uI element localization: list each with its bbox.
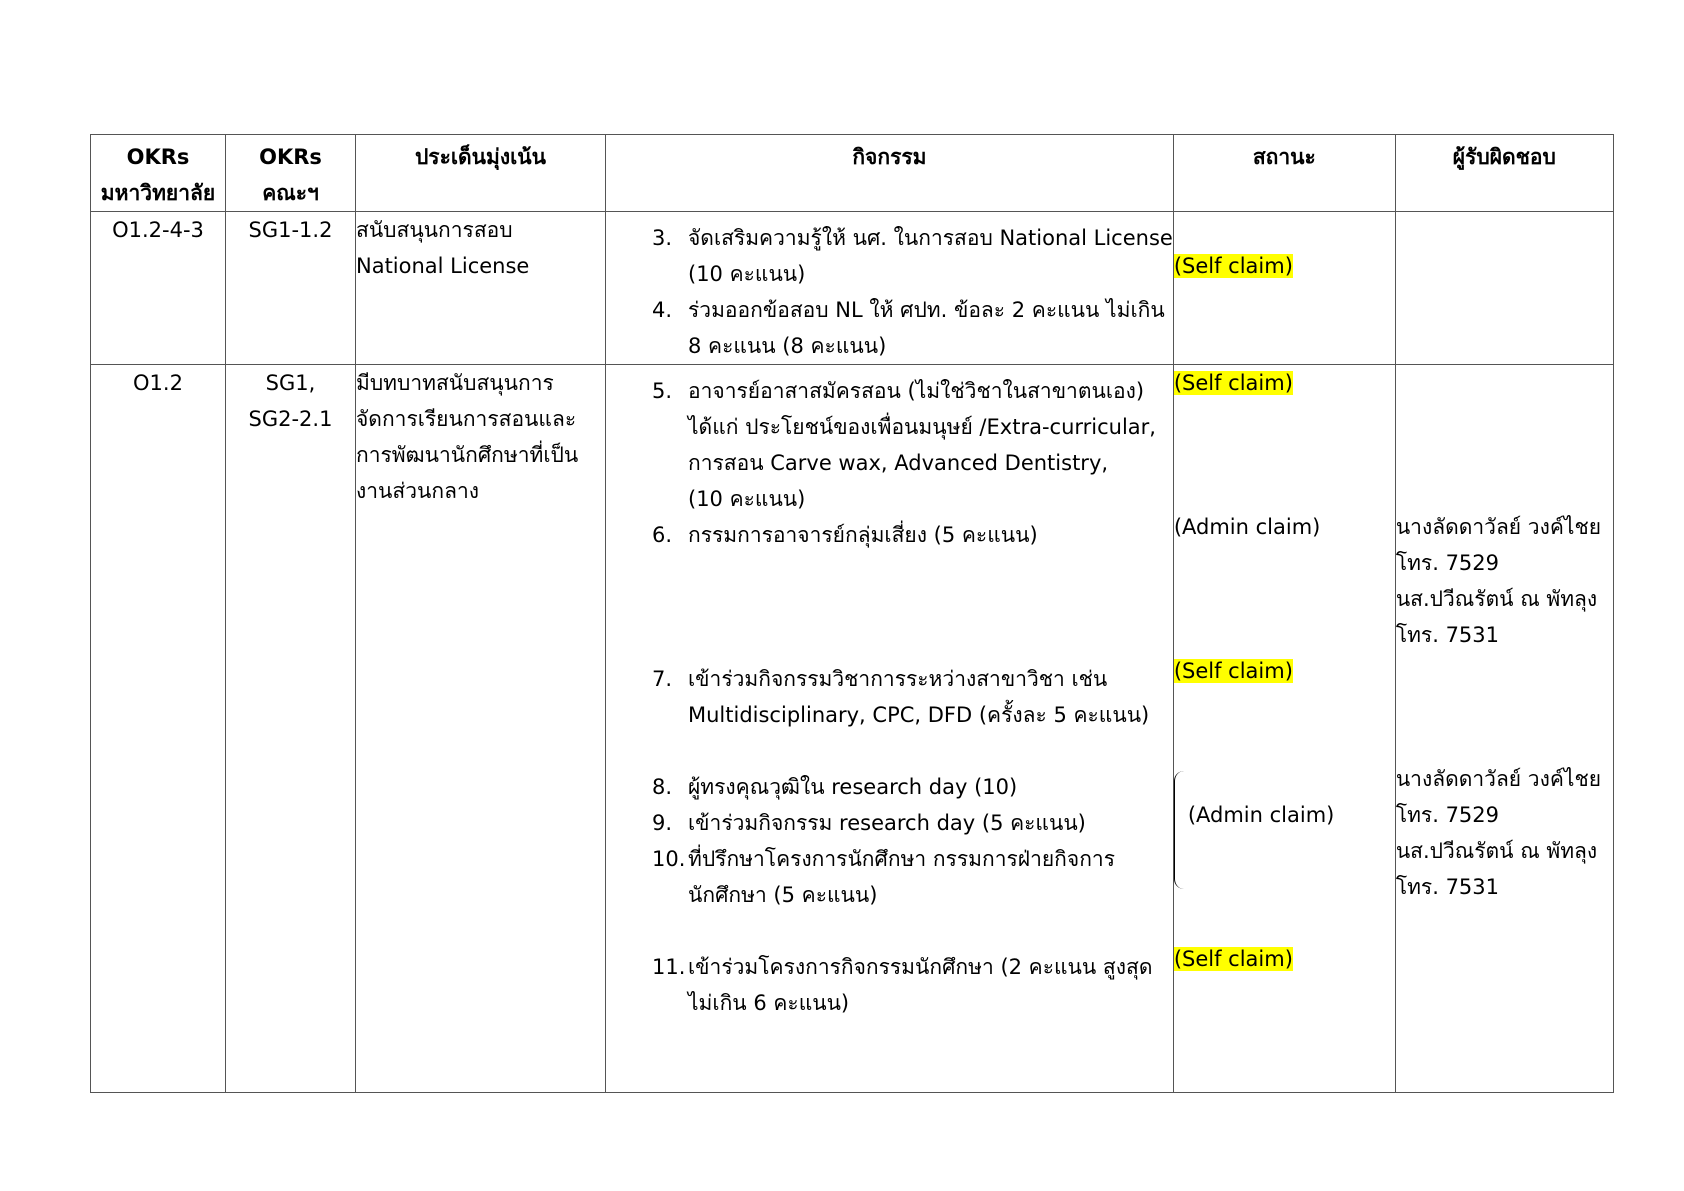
row2-fac-okr-line: SG1, xyxy=(265,371,316,395)
activity-line: 8 คะแนน (8 คะแนน) xyxy=(688,334,887,358)
row1-univ-okr xyxy=(91,212,226,365)
activity-number: 3. xyxy=(652,226,673,250)
activity-item-7 xyxy=(606,661,1173,733)
activity-number: 6. xyxy=(652,523,673,547)
row1-focus-line: National License xyxy=(356,254,530,278)
header-fac-okr xyxy=(226,135,356,212)
row2-responsible xyxy=(1395,365,1613,1093)
status-admin-claim: (Admin claim) xyxy=(1187,803,1335,827)
row1-responsible xyxy=(1395,212,1613,365)
activity-line: ไม่เกิน 6 คะแนน) xyxy=(688,991,850,1015)
activity-number: 8. xyxy=(652,775,673,799)
activity-line: การสอน Carve wax, Advanced Dentistry, xyxy=(688,451,1109,475)
status-self-claim: (Self claim) xyxy=(1173,371,1293,395)
status-admin-claim: (Admin claim) xyxy=(1173,515,1321,539)
responsible-line: นส.ปวีณรัตน์ ณ พัทลุง xyxy=(1395,839,1598,863)
responsible-block-a xyxy=(1396,509,1613,653)
status-line xyxy=(1174,365,1395,401)
table-row xyxy=(91,212,1614,365)
activity-number: 11. xyxy=(652,955,686,979)
activity-line: เข้าร่วมกิจกรรม research day (5 คะแนน) xyxy=(688,811,1086,835)
header-activity: กิจกรรม xyxy=(606,135,1174,212)
row2-univ-okr xyxy=(91,365,226,1093)
activity-number: 10. xyxy=(652,847,686,871)
activity-line: เข้าร่วมโครงการกิจกรรมนักศึกษา (2 คะแนน สูงสุด xyxy=(688,955,1153,979)
activity-line: จัดเสริมความรู้ให้ นศ. ในการสอบ National License xyxy=(688,226,1173,250)
status-line xyxy=(1174,653,1395,689)
header-status: สถานะ xyxy=(1173,135,1395,212)
row1-focus xyxy=(356,212,606,365)
activity-item-3 xyxy=(606,220,1173,292)
responsible-line: โทร. 7529 xyxy=(1395,803,1500,827)
activity-number: 9. xyxy=(652,811,673,835)
responsible-line: โทร. 7531 xyxy=(1395,623,1500,647)
row1-univ-okr-text: O1.2-4-3 xyxy=(112,218,204,242)
activity-item-10 xyxy=(606,841,1173,913)
activity-item-5 xyxy=(606,373,1173,517)
activity-number: 7. xyxy=(652,667,673,691)
header-fac-okr-line1: OKRs xyxy=(259,145,322,169)
activity-number: 4. xyxy=(652,298,673,322)
activity-line: ผู้ทรงคุณวุฒิใน research day (10) xyxy=(688,775,1018,799)
activity-number: 5. xyxy=(652,379,673,403)
okr-table xyxy=(90,134,1614,1093)
brace-icon xyxy=(1174,771,1185,889)
header-row xyxy=(91,135,1614,212)
row2-focus-line: การพัฒนานักศึกษาที่เป็น xyxy=(356,443,579,467)
activity-line: (10 คะแนน) xyxy=(688,262,806,286)
activity-line: อาจารย์อาสาสมัครสอน (ไม่ใช่วิชาในสาขาตนเอง) xyxy=(688,379,1145,403)
responsible-line: นางลัดดาวัลย์ วงค์ไชย xyxy=(1395,767,1602,791)
header-univ-okr xyxy=(91,135,226,212)
row2-activities xyxy=(606,365,1174,1093)
activity-item-6 xyxy=(606,517,1173,553)
activity-line: ร่วมออกข้อสอบ NL ให้ ศปท. ข้อละ 2 คะแนน ไม่เกิน xyxy=(688,298,1165,322)
row2-focus xyxy=(356,365,606,1093)
row2-fac-okr-line: SG2-2.1 xyxy=(248,407,333,431)
activity-line: นักศึกษา (5 คะแนน) xyxy=(688,883,878,907)
header-focus: ประเด็นมุ่งเน้น xyxy=(356,135,606,212)
status-self-claim: (Self claim) xyxy=(1173,254,1293,278)
row1-fac-okr xyxy=(226,212,356,365)
row1-fac-okr-text: SG1-1.2 xyxy=(248,218,333,242)
activity-line: ได้แก่ ประโยชน์ของเพื่อนมนุษย์ /Extra-curricular, xyxy=(688,415,1156,439)
activity-line: Multidisciplinary, CPC, DFD (ครั้งละ 5 คะแนน) xyxy=(688,703,1150,727)
responsible-line: โทร. 7529 xyxy=(1395,551,1500,575)
row2-univ-okr-text: O1.2 xyxy=(133,371,183,395)
status-line xyxy=(1174,248,1395,284)
activity-line: กรรมการอาจารย์กลุ่มเสี่ยง (5 คะแนน) xyxy=(688,523,1038,547)
status-self-claim: (Self claim) xyxy=(1173,947,1293,971)
header-fac-okr-line2: คณะฯ xyxy=(262,181,319,205)
row1-focus-line: สนับสนุนการสอบ xyxy=(356,218,513,242)
activity-item-8 xyxy=(606,769,1173,805)
header-univ-okr-line2: มหาวิทยาลัย xyxy=(100,181,216,205)
responsible-line: นางลัดดาวัลย์ วงค์ไชย xyxy=(1395,515,1602,539)
row1-status xyxy=(1173,212,1395,365)
activity-line: (10 คะแนน) xyxy=(688,487,806,511)
header-responsible: ผู้รับผิดชอบ xyxy=(1395,135,1613,212)
responsible-block-b xyxy=(1396,761,1613,905)
activity-line: เข้าร่วมกิจกรรมวิชาการระหว่างสาขาวิชา เช่น xyxy=(688,667,1108,691)
header-univ-okr-line1: OKRs xyxy=(126,145,190,169)
activity-item-11 xyxy=(606,949,1173,1021)
row2-focus-line: งานส่วนกลาง xyxy=(356,479,479,503)
row2-focus-line: จัดการเรียนการสอนและ xyxy=(356,407,577,431)
row2-fac-okr xyxy=(226,365,356,1093)
responsible-line: นส.ปวีณรัตน์ ณ พัทลุง xyxy=(1395,587,1598,611)
row2-status xyxy=(1173,365,1395,1093)
status-self-claim: (Self claim) xyxy=(1173,659,1293,683)
responsible-line: โทร. 7531 xyxy=(1395,875,1500,899)
activity-line: ที่ปรึกษาโครงการนักศึกษา กรรมการฝ่ายกิจการ xyxy=(688,847,1115,871)
row2-focus-line: มีบทบาทสนับสนุนการ xyxy=(356,371,554,395)
status-line xyxy=(1174,941,1395,977)
table-row xyxy=(91,365,1614,1093)
activity-item-4 xyxy=(606,292,1173,364)
activity-item-9 xyxy=(606,805,1173,841)
row1-activities xyxy=(606,212,1174,365)
